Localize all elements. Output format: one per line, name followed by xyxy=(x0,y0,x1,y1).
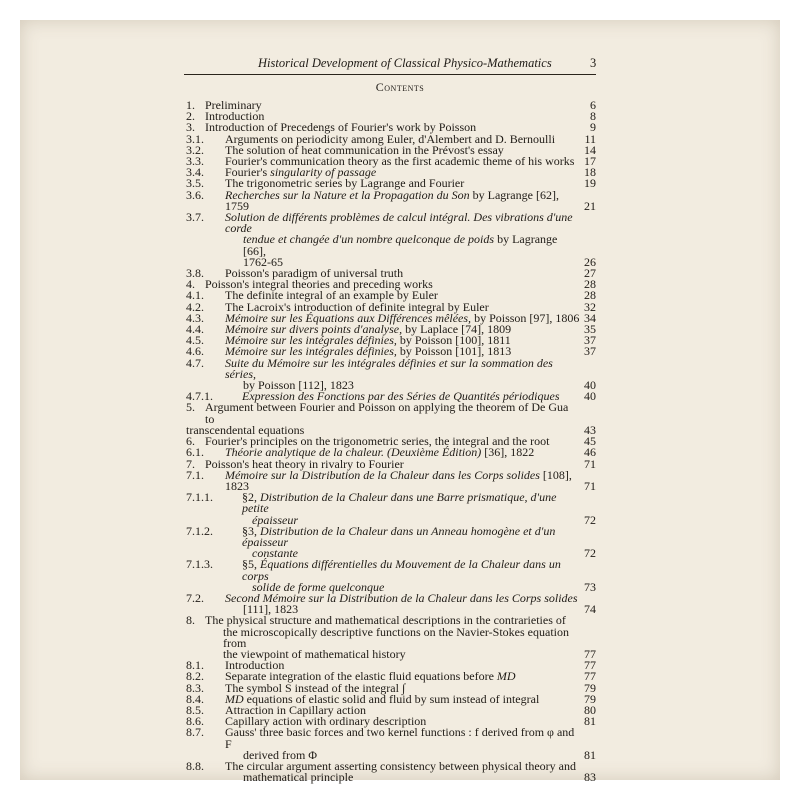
toc-title-text: by Poisson [97], 1806 xyxy=(471,310,580,325)
toc-number: 6. xyxy=(186,434,195,449)
toc-title xyxy=(225,355,580,393)
toc-number: 4.2. xyxy=(186,299,204,314)
toc-number: 8.3. xyxy=(186,680,204,695)
header-rule xyxy=(184,74,596,75)
toc-title-line xyxy=(242,523,580,549)
toc-number: 2. xyxy=(186,109,195,124)
toc-number: 3.8. xyxy=(186,266,204,281)
toc-number: 3.2. xyxy=(186,142,204,157)
toc-title-italic: Mémoire sur divers points d'analyse, xyxy=(225,322,403,337)
toc-number: 8.8. xyxy=(186,758,204,773)
page-header xyxy=(20,56,780,76)
toc-title: Capillary action with ordinary description xyxy=(225,714,427,729)
toc-page: 17 xyxy=(584,154,596,169)
toc-entry xyxy=(20,615,780,660)
toc-page: 77 xyxy=(584,646,596,661)
toc-number: 8.1. xyxy=(186,658,204,673)
toc-title-line: Solution de différents problèmes de calcul intégral. Des vibrations d'une corde xyxy=(225,210,573,236)
toc-title-line: [111], 1823 xyxy=(243,602,299,617)
toc-title: Attraction in Capillary action xyxy=(225,702,366,717)
toc-number: 1. xyxy=(186,98,195,112)
toc-entry xyxy=(20,467,780,493)
toc-title-text: by Poisson [100], 1811 xyxy=(396,333,511,348)
toc-title-line: 1762-65 xyxy=(243,254,283,269)
toc-title-italic: Équations différentielles du Mouvement de la Chaleur dans un corps xyxy=(242,557,561,583)
toc-title-text: §5, xyxy=(242,557,260,572)
toc-title-italic: Distribution de la Chaleur dans un Anneau homogène et d'un épaisseur xyxy=(242,523,556,549)
toc-page: 32 xyxy=(584,299,596,314)
toc-entry xyxy=(20,100,780,111)
toc-page: 80 xyxy=(584,702,596,717)
toc-page: 43 xyxy=(584,422,596,437)
toc-number: 3.4. xyxy=(186,165,204,180)
table-of-contents xyxy=(20,100,780,783)
toc-page: 21 xyxy=(584,198,596,213)
toc-entry xyxy=(20,187,780,213)
toc-title-line: épaisseur xyxy=(252,512,298,527)
toc-number: 7.1.1. xyxy=(186,490,213,505)
toc-page: 81 xyxy=(584,714,596,729)
toc-page: 35 xyxy=(584,322,596,337)
toc-page: 40 xyxy=(584,389,596,404)
toc-entry xyxy=(20,355,780,393)
toc-title-text: Fourier's xyxy=(225,165,271,180)
toc-entry xyxy=(20,212,780,268)
toc-title-line xyxy=(242,559,580,581)
toc-page: 18 xyxy=(584,165,596,180)
toc-page: 71 xyxy=(584,456,596,471)
toc-title-line: Gauss' three basic forces and two kernel functions : f derived from φ and F xyxy=(225,725,575,751)
toc-number: 4.3. xyxy=(186,310,204,325)
toc-title-line: the viewpoint of mathematical history xyxy=(223,646,406,661)
toc-number: 4.6. xyxy=(186,344,204,359)
toc-page: 72 xyxy=(584,512,596,527)
toc-number: 3.5. xyxy=(186,176,204,191)
toc-title: Poisson's integral theories and preceding works xyxy=(205,277,433,292)
toc-page: 74 xyxy=(584,602,596,617)
toc-page: 71 xyxy=(584,478,596,493)
toc-title xyxy=(225,212,580,268)
toc-number: 3.6. xyxy=(186,187,204,202)
toc-title-text: by Lagrange [62], 1759 xyxy=(225,187,559,213)
toc-page: 37 xyxy=(584,333,596,348)
toc-entry xyxy=(20,727,780,761)
toc-title-line xyxy=(225,234,580,256)
toc-number: 5. xyxy=(186,400,195,415)
toc-title-line: the microscopically descriptive functions on the Navier-Stokes equation from xyxy=(223,624,569,650)
toc-title-text: by Poisson [101], 1813 xyxy=(396,344,512,359)
toc-number: 8.4. xyxy=(186,691,204,706)
toc-number: 4.7. xyxy=(186,355,204,370)
toc-title: The solution of heat communication in the Prévost's essay xyxy=(225,142,504,157)
toc-title-italic: MD xyxy=(496,669,516,684)
toc-page: 26 xyxy=(584,254,596,269)
toc-entry xyxy=(20,691,780,706)
toc-title-italic: MD xyxy=(225,691,244,706)
toc-number: 7.1.2. xyxy=(186,523,213,538)
toc-page: 83 xyxy=(584,770,596,785)
toc-title-line: Argument between Fourier and Poisson on applying the theorem of De Gua to xyxy=(205,400,569,426)
toc-page: 77 xyxy=(584,658,596,673)
book-page xyxy=(20,20,780,785)
toc-page: 8 xyxy=(590,109,596,124)
toc-title-text: equations of elastic solid and fluid by sum instead of integral xyxy=(243,691,540,706)
toc-title: Introduction xyxy=(205,109,265,124)
toc-title-text: Separate integration of the elastic fluid equations before xyxy=(225,669,497,684)
toc-number: 4.1. xyxy=(186,288,204,303)
toc-page: 72 xyxy=(584,546,596,561)
toc-page: 81 xyxy=(584,747,596,762)
toc-page: 46 xyxy=(584,445,596,460)
toc-number: 7.1.3. xyxy=(186,557,213,572)
toc-title-text: [108], 1823 xyxy=(225,467,572,493)
toc-title xyxy=(225,590,580,617)
toc-title-line: solide de forme quelconque xyxy=(252,579,385,594)
toc-page: 14 xyxy=(584,142,596,157)
toc-title-italic: ∫ xyxy=(401,680,406,695)
toc-title-line: Suite du Mémoire sur les intégrales définies et sur la sommation des séries, xyxy=(225,355,553,381)
toc-title-italic: singularity of passage xyxy=(270,165,377,180)
toc-entry xyxy=(20,402,780,436)
toc-page: 11 xyxy=(584,131,596,146)
toc-title-italic: tendue et changée d'un nombre quelconque de poids xyxy=(243,232,495,247)
toc-number: 8.7. xyxy=(186,725,204,740)
toc-title-line: constante xyxy=(252,546,298,561)
toc-title: Preliminary xyxy=(205,98,262,112)
page-number: 3 xyxy=(590,56,597,70)
toc-number: 4.5. xyxy=(186,333,204,348)
toc-title: Fourier's communication theory as the first academic theme of his works xyxy=(225,154,575,169)
toc-title xyxy=(242,559,580,593)
contents-title: Contents xyxy=(375,80,425,94)
toc-title xyxy=(205,615,580,660)
toc-page: 28 xyxy=(584,288,596,303)
toc-title xyxy=(225,187,580,213)
toc-entry xyxy=(20,523,780,561)
toc-entry xyxy=(20,156,780,167)
toc-title xyxy=(225,758,580,785)
toc-title-italic: Mémoire sur la Distribution de la Chaleur dans les Corps solides xyxy=(225,467,540,482)
toc-title: The Lacroix's introduction of definite integral by Euler xyxy=(225,299,489,314)
toc-number: 3.7. xyxy=(186,210,204,225)
toc-number: 4.4. xyxy=(186,322,204,337)
toc-title: Arguments on periodicity among Euler, d'Alembert and D. Bernoulli xyxy=(225,131,556,146)
toc-page: 34 xyxy=(584,310,596,325)
toc-page: 19 xyxy=(584,176,596,191)
toc-title-italic: Recherches sur la Nature et la Propagation du Son xyxy=(225,187,470,202)
toc-title-line: derived from Φ xyxy=(243,747,318,762)
toc-number: 3.1. xyxy=(186,131,204,146)
toc-title: The trigonometric series by Lagrange and Fourier xyxy=(225,176,465,191)
toc-number: 4. xyxy=(186,277,195,292)
toc-number: 3. xyxy=(186,120,195,135)
toc-page: 40 xyxy=(584,378,596,393)
toc-number: 8.6. xyxy=(186,714,204,729)
toc-title-italic: Distribution de la Chaleur dans une Barre prismatique, d'une petite xyxy=(242,490,557,516)
toc-title xyxy=(186,400,580,437)
toc-number: 4.7.1. xyxy=(186,389,213,404)
toc-title-text: by Lagrange [66], xyxy=(243,232,558,258)
toc-page: 37 xyxy=(584,344,596,359)
toc-page: 45 xyxy=(584,434,596,449)
toc-entry xyxy=(20,492,780,526)
toc-title-italic: Mémoire sur les intégrales définies, xyxy=(225,344,397,359)
toc-title xyxy=(242,523,580,561)
toc-entry xyxy=(20,559,780,593)
toc-title-line: transcendental equations xyxy=(186,422,305,437)
toc-title-text: The symbol S instead of the integral xyxy=(225,680,402,695)
running-head: Historical Development of Classical Physico-Mathematics xyxy=(258,56,552,70)
toc-title xyxy=(242,492,580,526)
toc-number: 7.2. xyxy=(186,590,204,605)
toc-title-line: Second Mémoire sur la Distribution de la Chaleur dans les Corps solides xyxy=(225,590,578,605)
toc-title xyxy=(225,467,580,493)
toc-number: 8. xyxy=(186,613,195,628)
toc-title-text: by Laplace [74], 1809 xyxy=(402,322,512,337)
toc-title-line: by Poisson [112], 1823 xyxy=(243,378,354,393)
toc-title-text: §2, xyxy=(242,490,260,505)
toc-page: 77 xyxy=(584,669,596,684)
toc-title-italic: Mémoire sur les intégrales définies, xyxy=(225,333,397,348)
toc-page: 73 xyxy=(584,579,596,594)
toc-title xyxy=(225,727,580,761)
toc-number: 7. xyxy=(186,456,195,471)
toc-number: 6.1. xyxy=(186,445,204,460)
toc-number: 8.5. xyxy=(186,702,204,717)
toc-number: 7.1. xyxy=(186,467,204,482)
toc-title-italic: Expression des Fonctions par des Séries de Quantités périodiques xyxy=(242,389,560,404)
toc-title-line: The physical structure and mathematical descriptions in the contrarieties of xyxy=(205,613,566,628)
toc-title-line: mathematical principle xyxy=(243,770,354,785)
toc-title-text: [36], 1822 xyxy=(481,445,535,460)
toc-number: 3.3. xyxy=(186,154,204,169)
toc-page: 79 xyxy=(584,691,596,706)
toc-entry xyxy=(20,758,780,785)
toc-title-line: The circular argument asserting consistency between physical theory and xyxy=(225,758,576,773)
toc-page: 6 xyxy=(590,98,596,112)
toc-entry xyxy=(20,590,780,617)
toc-page: 27 xyxy=(584,266,596,281)
toc-title: Poisson's paradigm of universal truth xyxy=(225,266,404,281)
toc-page: 28 xyxy=(584,277,596,292)
toc-title-line xyxy=(242,492,580,514)
toc-title: Introduction xyxy=(225,658,285,673)
toc-title: Introduction of Precedengs of Fourier's work by Poisson xyxy=(205,120,477,135)
toc-page: 79 xyxy=(584,680,596,695)
toc-title-italic: Théorie analytique de la chaleur. (Deuxième Édition) xyxy=(225,445,482,460)
toc-number: 8.2. xyxy=(186,669,204,684)
toc-title-italic: Mémoire sur les Équations aux Différences mêlées, xyxy=(225,310,472,325)
toc-title-text: §3, xyxy=(242,523,260,538)
toc-title: Fourier's principles on the trigonometric series, the integral and the root xyxy=(205,434,550,449)
toc-title: Poisson's heat theory in rivalry to Fourier xyxy=(205,456,404,471)
toc-title: The definite integral of an example by Euler xyxy=(225,288,438,303)
toc-page: 9 xyxy=(590,120,596,135)
